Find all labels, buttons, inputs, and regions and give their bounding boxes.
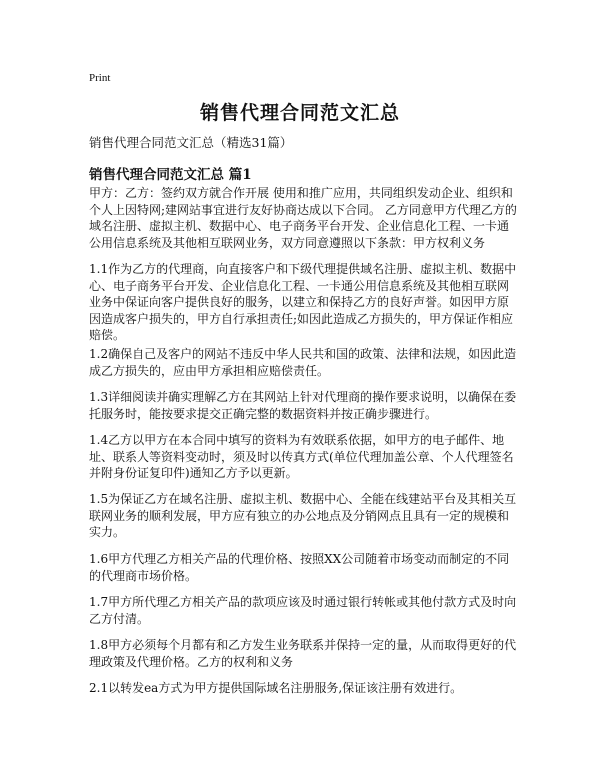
paragraph-1-6: 1.6甲方代理乙方相关产品的代理价格、按照XX公司随着市场变动而制定的不同的代理商市场价格。 [89,552,510,583]
paragraph-1-8: 1.8甲方必须每个月都有和乙方发生业务联系并保持一定的量，从而取得更好的代理政策及代理价格。乙方的权利和义务 [89,638,517,669]
paragraph-1-3: 1.3详细阅读并确实理解乙方在其网站上针对代理商的操作要求说明，以确保在委托服务时，能按要求提交正确完整的数据资料并按正确步骤进行。 [89,390,517,421]
document-subtitle: 销售代理合同范文汇总（精选31篇） [89,135,293,150]
paragraph-1-5: 1.5为保证乙方在域名注册、虚拟主机、数据中心、全能在线建站平台及其相关互联网业务的顺利发展，甲方应有独立的办公地点及分销网点且具有一定的规模和实力。 [89,492,517,539]
paragraph-1-7: 1.7甲方所代理乙方相关产品的款项应该及时通过银行转帐或其他付款方式及时向乙方付清。 [89,595,517,626]
paragraph-intro: 甲方：乙方：签约双方就合作开展 使用和推广应用，共同组织发动企业、组织和个人上因特网;建网站事宜进行友好协商达成以下合同。 乙方同意甲方代理乙方的域名注册、虚拟主机、数据中心、电子商务平台开发、企业信息化工程、一卡通公用信息系统及其他相互联网业务，双方同意遵照以下条款：甲方权利义务 [89,186,517,250]
paragraph-1-4: 1.4乙方以甲方在本合同中填写的资料为有效联系依据，如甲方的电子邮件、地址、联系人等资料变动时，须及时以传真方式(单位代理加盖公章、个人代理签名并附身份证复印件)通知乙方予以更新。 [89,433,514,480]
paragraph-2-1: 2.1以转发ea方式为甲方提供国际域名注册服务,保证该注册有效进行。 [89,681,463,695]
page-title: 销售代理合同范文汇总 [199,102,400,124]
paragraph-1-2: 1.2确保自己及客户的网站不违反中华人民共和国的政策、法律和法规，如因此造成乙方损失的，应由甲方承担相应赔偿责任。 [89,347,517,378]
section-heading: 销售代理合同范文汇总 篇1 [89,167,252,183]
paragraph-1-1: 1.1作为乙方的代理商，向直接客户和下级代理提供域名注册、虚拟主机、数据中心、电子商务平台开发、企业信息化工程、一卡通公用信息系统及其他相互联网业务中保证向客户提供良好的服务，以建立和保持乙方的良好声誉。如因甲方原因造成客户损失的，甲方自行承担责任;如因此造成乙方损失的，甲方保证作相应赔偿。 [89,262,517,342]
print-label[interactable]: Print [89,72,111,84]
